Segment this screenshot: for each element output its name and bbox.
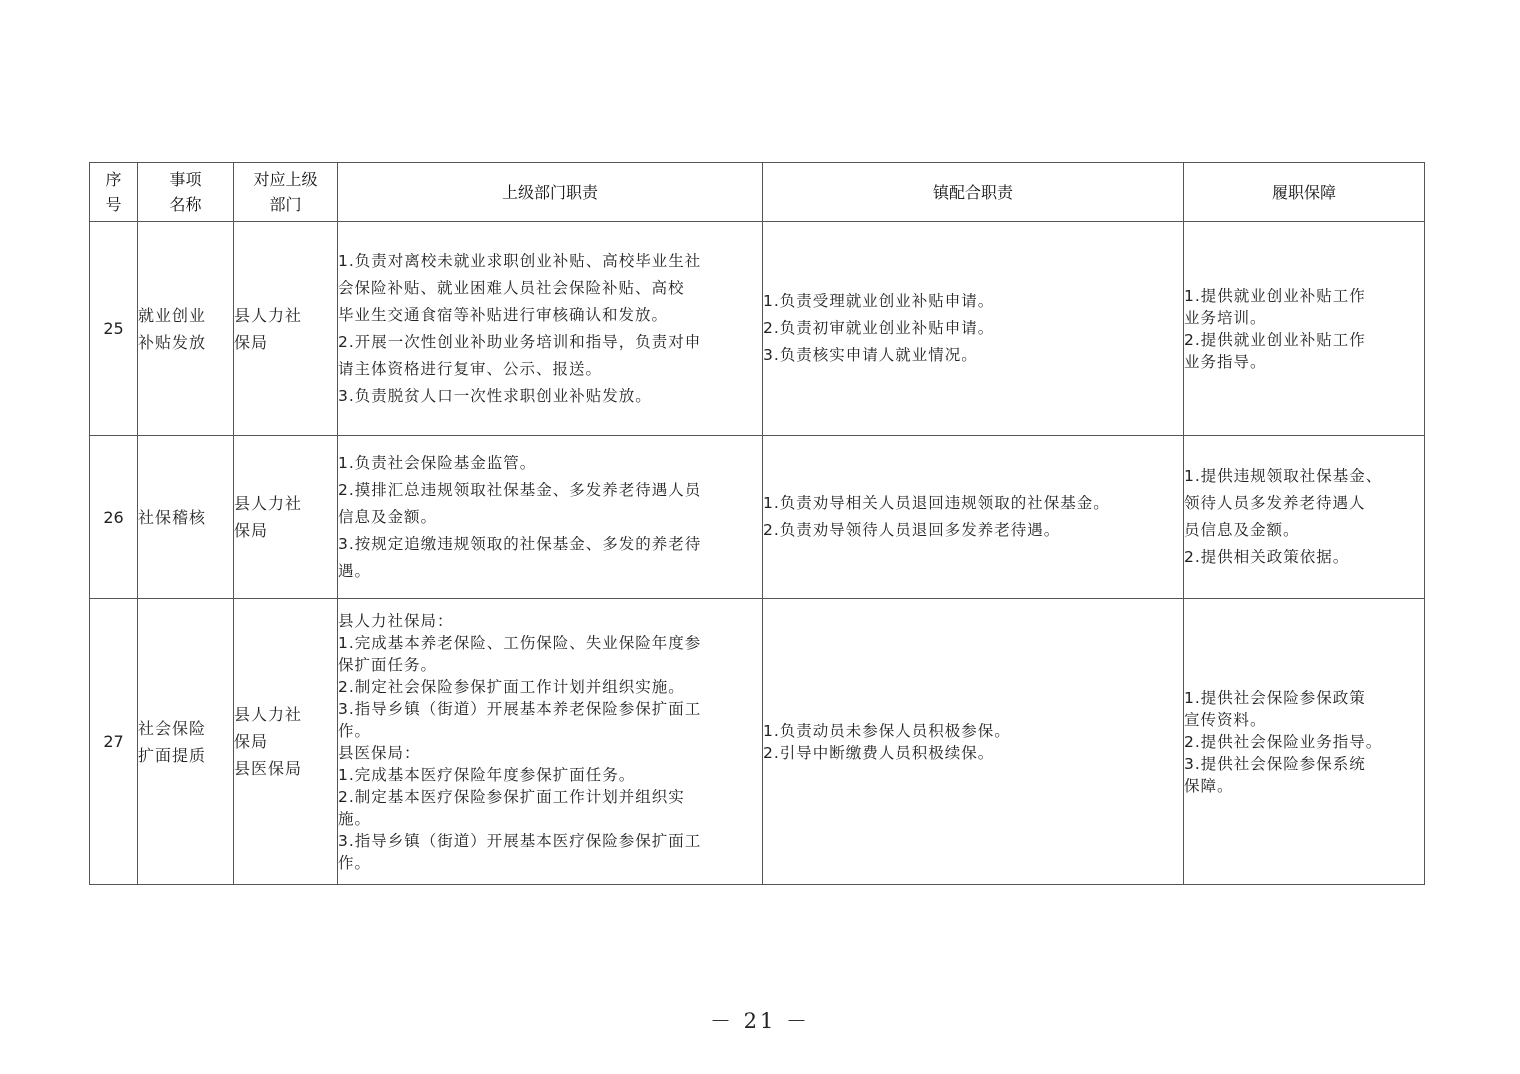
- header-text: 事项: [169, 170, 202, 189]
- duty-line: 2.引导中断缴费人员积极续保。: [763, 743, 995, 762]
- town-duties: [763, 436, 1184, 599]
- table-row: [90, 599, 1425, 885]
- row-number: 26: [90, 436, 138, 599]
- duty-line: 作。: [338, 853, 372, 872]
- header-text: 对应上级: [253, 170, 318, 189]
- duty-line: 请主体资格进行复审、公示、报送。: [338, 359, 603, 378]
- table-row: [90, 436, 1425, 599]
- header-text: 号: [105, 195, 122, 214]
- duty-line: 毕业生交通食宿等补贴进行审核确认和发放。: [338, 305, 669, 324]
- guarantee-line: 1.提供社会保险参保政策: [1184, 688, 1366, 707]
- table-row: [90, 222, 1425, 436]
- duty-line: 县医保局：: [338, 743, 421, 762]
- duty-line: 1.负责受理就业创业补贴申请。: [763, 292, 995, 310]
- guarantee-line: 业务指导。: [1184, 352, 1267, 371]
- header-town-duties: 镇配合职责: [763, 163, 1184, 222]
- duty-line: 3.按规定追缴违规领取的社保基金、多发的养老待: [338, 534, 702, 553]
- duty-line: 3.指导乡镇（街道）开展基本养老保险参保扩面工: [338, 699, 702, 718]
- department: [234, 599, 338, 885]
- item-name-line: 扩面提质: [138, 745, 207, 765]
- header-department: [234, 163, 338, 222]
- guarantee-line: 2.提供就业创业补贴工作: [1184, 330, 1366, 349]
- guarantee: [1184, 436, 1425, 599]
- guarantee-line: 业务培训。: [1184, 308, 1267, 327]
- header-seq: [90, 163, 138, 222]
- item-name-line: 就业创业: [138, 305, 207, 325]
- duty-line: 2.制定基本医疗保险参保扩面工作计划并组织实: [338, 787, 685, 806]
- duty-line: 信息及金额。: [338, 507, 438, 526]
- header-text: 名称: [169, 195, 202, 214]
- department: [234, 222, 338, 436]
- item-name-line: 补贴发放: [138, 332, 207, 352]
- header-upper-duties: 上级部门职责: [338, 163, 763, 222]
- guarantee-line: 2.提供社会保险业务指导。: [1184, 732, 1383, 751]
- header-text: 序: [105, 170, 122, 189]
- item-name-line: 社会保险: [138, 718, 207, 738]
- town-duties: [763, 222, 1184, 436]
- guarantee: [1184, 222, 1425, 436]
- department: [234, 436, 338, 599]
- guarantee-line: 领待人员多发养老待遇人: [1184, 494, 1366, 512]
- guarantee-line: 2.提供相关政策依据。: [1184, 548, 1350, 566]
- department-line: 保局: [234, 732, 269, 751]
- duty-line: 2.负责劝导领待人员退回多发养老待遇。: [763, 521, 1061, 539]
- duty-line: 2.开展一次性创业补助业务培训和指导，负责对申: [338, 332, 702, 351]
- department-line: 保局: [234, 332, 269, 352]
- header-guarantee: 履职保障: [1184, 163, 1425, 222]
- duty-line: 会保险补贴、就业困难人员社会保险补贴、高校: [338, 278, 685, 297]
- duty-line: 施。: [338, 809, 372, 828]
- department-line: 县医保局: [234, 759, 303, 778]
- guarantee-line: 1.提供违规领取社保基金、: [1184, 467, 1383, 485]
- header-item-name: [138, 163, 234, 222]
- duty-line: 作。: [338, 721, 372, 740]
- duty-line: 3.负责核实申请人就业情况。: [763, 346, 978, 364]
- guarantee: [1184, 599, 1425, 885]
- item-name: [138, 436, 234, 599]
- item-name-line: 社保稽核: [138, 507, 207, 527]
- department-line: 县人力社: [234, 305, 303, 325]
- guarantee-line: 宣传资料。: [1184, 710, 1267, 729]
- duty-line: 1.负责动员未参保人员积极参保。: [763, 721, 1011, 740]
- table-header-row: [90, 163, 1425, 222]
- duty-line: 1.负责劝导相关人员退回违规领取的社保基金。: [763, 494, 1110, 512]
- upper-duties: [338, 599, 763, 885]
- duty-line: 1.完成基本养老保险、工伤保险、失业保险年度参: [338, 633, 702, 652]
- duty-line: 2.摸排汇总违规领取社保基金、多发养老待遇人员: [338, 480, 702, 499]
- page-number: － 21 －: [709, 1009, 811, 1033]
- town-duties: [763, 599, 1184, 885]
- duty-line: 1.负责社会保险基金监管。: [338, 453, 537, 472]
- duty-line: 1.负责对离校未就业求职创业补贴、高校毕业生社: [338, 251, 702, 270]
- duty-table: [89, 162, 1425, 885]
- guarantee-line: 1.提供就业创业补贴工作: [1184, 286, 1366, 305]
- duty-line: 2.制定社会保险参保扩面工作计划并组织实施。: [338, 677, 685, 696]
- item-name: [138, 222, 234, 436]
- guarantee-line: 保障。: [1184, 776, 1234, 795]
- department-line: 保局: [234, 521, 269, 540]
- item-name: [138, 599, 234, 885]
- duty-line: 遇。: [338, 561, 372, 580]
- duty-line: 2.负责初审就业创业补贴申请。: [763, 319, 995, 337]
- header-text: 部门: [269, 195, 302, 214]
- duty-line: 3.指导乡镇（街道）开展基本医疗保险参保扩面工: [338, 831, 702, 850]
- upper-duties: [338, 436, 763, 599]
- guarantee-line: 3.提供社会保险参保系统: [1184, 754, 1366, 773]
- department-line: 县人力社: [234, 494, 303, 513]
- duty-line: 县人力社保局：: [338, 611, 454, 630]
- duty-line: 1.完成基本医疗保险年度参保扩面任务。: [338, 765, 636, 784]
- duty-line: 3.负责脱贫人口一次性求职创业补贴发放。: [338, 386, 652, 405]
- row-number: 27: [90, 599, 138, 885]
- department-line: 县人力社: [234, 705, 303, 724]
- duty-line: 保扩面任务。: [338, 655, 438, 674]
- guarantee-line: 员信息及金额。: [1184, 521, 1300, 539]
- upper-duties: [338, 222, 763, 436]
- row-number: 25: [90, 222, 138, 436]
